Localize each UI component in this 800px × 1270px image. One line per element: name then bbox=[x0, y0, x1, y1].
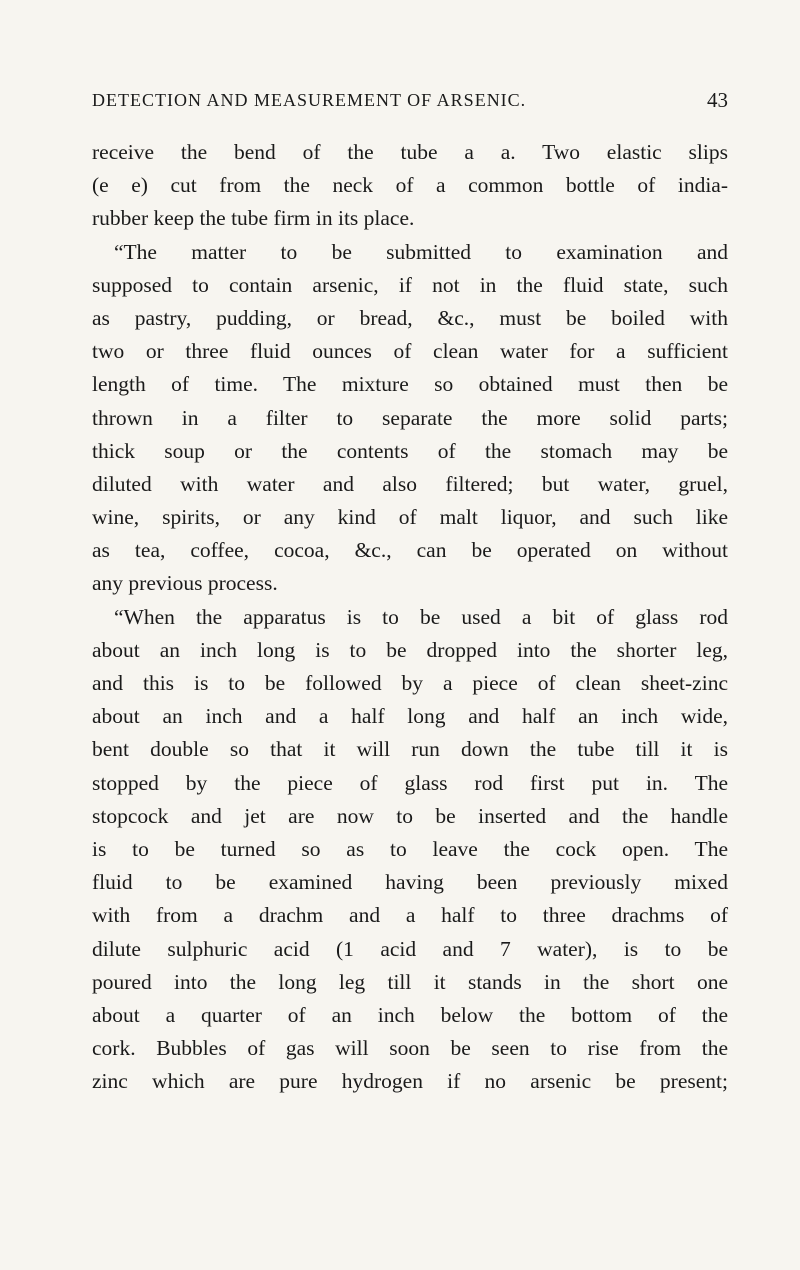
text-line: rubber keep the tube firm in its place. bbox=[92, 206, 415, 231]
text-line: supposed to contain arsenic, if not in the fluid state, such bbox=[92, 272, 728, 297]
text-line: “When the apparatus is to be used a bit of glass rod bbox=[114, 604, 728, 629]
text-line: as tea, coffee, cocoa, &c., can be operated on without bbox=[92, 538, 728, 563]
body-text bbox=[92, 136, 728, 1098]
text-line: cork. Bubbles of gas will soon be seen to rise from the bbox=[92, 1036, 728, 1061]
text-line: diluted with water and also filtered; but water, gruel, bbox=[92, 471, 728, 496]
text-line: (e e) cut from the neck of a common bottle of india- bbox=[92, 173, 728, 198]
text-line: as pastry, pudding, or bread, &c., must be boiled with bbox=[92, 305, 728, 330]
text-line: dilute sulphuric acid (1 acid and 7 water), is to be bbox=[92, 936, 728, 961]
text-line: stopcock and jet are now to be inserted and the handle bbox=[92, 803, 728, 828]
text-line: zinc which are pure hydrogen if no arsenic be present; bbox=[92, 1069, 728, 1094]
text-line: any previous process. bbox=[92, 571, 278, 596]
text-line: stopped by the piece of glass rod first put in. The bbox=[92, 770, 728, 795]
text-line: thick soup or the contents of the stomach may be bbox=[92, 438, 728, 463]
text-line: fluid to be examined having been previously mixed bbox=[92, 870, 728, 895]
text-line: wine, spirits, or any kind of malt liquor, and such like bbox=[92, 505, 728, 530]
text-line: is to be turned so as to leave the cock open. The bbox=[92, 836, 728, 861]
text-line: thrown in a filter to separate the more solid parts; bbox=[92, 405, 728, 430]
text-line: bent double so that it will run down the tube till it is bbox=[92, 737, 728, 762]
text-line: “The matter to be submitted to examination and bbox=[114, 239, 728, 264]
text-line: about an inch long is to be dropped into the shorter leg, bbox=[92, 637, 728, 662]
text-line: about a quarter of an inch below the bottom of the bbox=[92, 1002, 728, 1027]
text-line: receive the bend of the tube a a. Two elastic slips bbox=[92, 140, 728, 164]
text-line: length of time. The mixture so obtained must then be bbox=[92, 372, 728, 397]
running-title: DETECTION AND MEASUREMENT OF ARSENIC. bbox=[92, 90, 527, 110]
text-line: with from a drachm and a half to three drachms of bbox=[92, 903, 728, 928]
text-line: about an inch and a half long and half an inch wide, bbox=[92, 704, 728, 729]
text-line: two or three fluid ounces of clean water for a sufficient bbox=[92, 339, 728, 364]
page-header bbox=[92, 88, 728, 118]
text-line: and this is to be followed by a piece of clean sheet-zinc bbox=[92, 671, 728, 695]
page-number: 43 bbox=[707, 88, 728, 112]
text-line: poured into the long leg till it stands in the short one bbox=[92, 969, 728, 994]
